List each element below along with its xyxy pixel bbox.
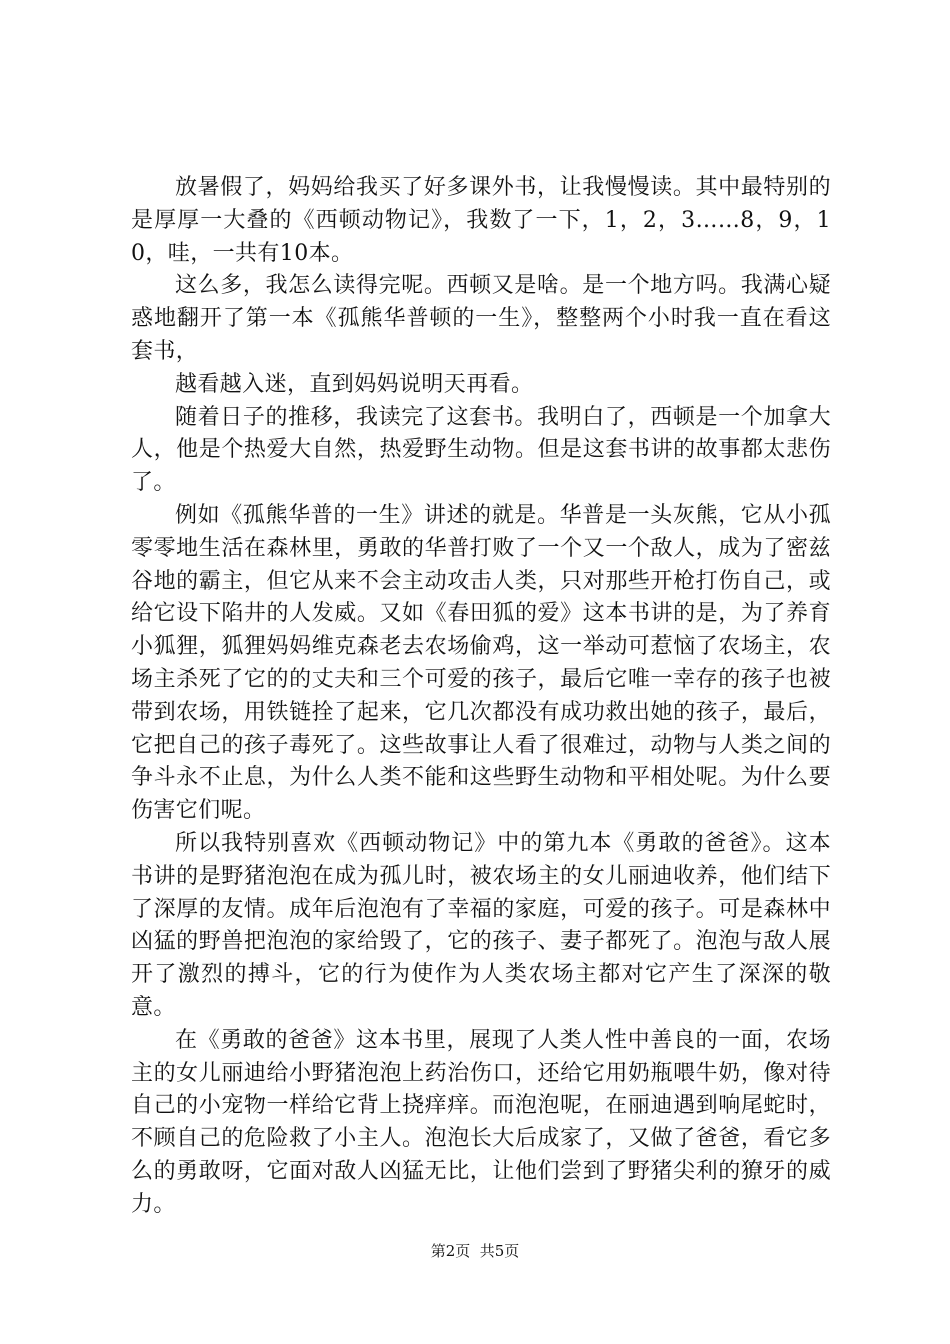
paragraph: 放暑假了，妈妈给我买了好多课外书，让我慢慢读。其中最特别的是厚厚一大叠的《西顿动物记》，我数了一下，1，2，3……8，9，10，哇，一共有10本。 [131, 175, 831, 266]
page-number: 第2页 共5页 [430, 1242, 520, 1260]
paragraph: 这么多，我怎么读得完呢。西顿又是啥。是一个地方吗。我满心疑惑地翻开了第一本《孤熊华普顿的一生》，整整两个小时我一直在看这套书， [131, 273, 831, 364]
body-text [131, 172, 831, 1222]
paragraph: 在《勇敢的爸爸》这本书里，展现了人类人性中善良的一面，农场主的女儿丽迪给小野猪泡泡上药治伤口，还给它用奶瓶喂牛奶，像对待自己的小宠物一样给它背上挠痒痒。而泡泡呢，在丽迪遇到响尾蛇时，不顾自己的危险救了小主人。泡泡长大后成家了，又做了爸爸，看它多么的勇敢呀，它面对敌人凶猛无比，让他们尝到了野猪尖利的獠牙的威力。 [131, 1027, 831, 1217]
paragraph: 所以我特别喜欢《西顿动物记》中的第九本《勇敢的爸爸》。这本书讲的是野猪泡泡在成为孤儿时，被农场主的女儿丽迪收养，他们结下了深厚的友情。成年后泡泡有了幸福的家庭，可爱的孩子。可是森林中凶猛的野兽把泡泡的家给毁了，它的孩子、妻子都死了。泡泡与敌人展开了激烈的搏斗，它的行为使作为人类农场主都对它产生了深深的敬意。 [131, 830, 831, 1020]
paragraph: 越看越入迷，直到妈妈说明天再看。 [175, 371, 534, 397]
paragraph: 例如《孤熊华普的一生》讲述的就是。华普是一头灰熊，它从小孤零零地生活在森林里，勇敢的华普打败了一个又一个敌人，成为了密兹谷地的霸主，但它从来不会主动攻击人类，只对那些开枪打伤自己，或给它设下陷井的人发威。又如《春田狐的爱》这本书讲的是，为了养育小狐狸，狐狸妈妈维克森老去农场偷鸡，这一举动可惹恼了农场主，农场主杀死了它的的丈夫和三个可爱的孩子，最后它唯一幸存的孩子也被带到农场，用铁链拴了起来，它几次都没有成功救出她的孩子，最后，它把自己的孩子毒死了。这些故事让人看了很难过，动物与人类之间的争斗永不止息，为什么人类不能和这些野生动物和平相处呢。为什么要伤害它们呢。 [131, 502, 831, 824]
paragraph: 随着日子的推移，我读完了这套书。我明白了，西顿是一个加拿大人，他是个热爱大自然，热爱野生动物。但是这套书讲的故事都太悲伤了。 [131, 404, 831, 496]
page-footer [0, 1241, 950, 1261]
